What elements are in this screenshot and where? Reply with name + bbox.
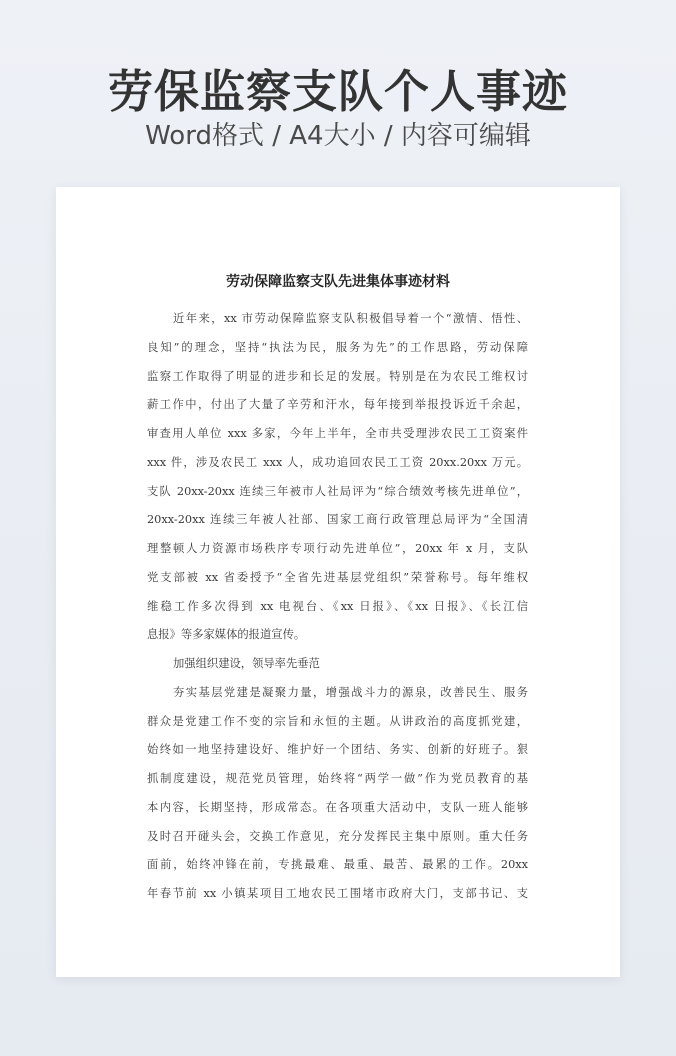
header <box>0 0 676 180</box>
paragraph-line: 薪工作中，付出了大量了辛劳和汗水，每年接到举报投诉近千余起， <box>147 398 528 412</box>
paragraph-line: 理整顿人力资源市场秩序专项行动先进单位”，20xx 年 x 月，支队 <box>147 542 528 555</box>
page-subtitle: Word格式 / A4大小 / 内容可编辑 <box>145 121 531 151</box>
paragraph-line: xxx 件，涉及农民工 xxx 人，成功追回农民工工资 20xx.20xx 万元。 <box>147 455 528 469</box>
paragraph-line: 本内容，长期坚持，形成常态。在各项重大活动中，支队一班人能够 <box>147 800 528 814</box>
paragraph-line: 维稳工作多次得到 xx 电视台、《xx 日报》、《xx 日报》、《长江信 <box>147 599 528 613</box>
paragraph-line: 党支部被 xx 省委授予“全省先进基层党组织”荣誉称号。每年维权 <box>147 570 528 584</box>
section-heading: 加强组织建设，领导率先垂范 <box>173 657 320 670</box>
document-title: 劳动保障监察支队先进集体事迹材料 <box>226 274 450 290</box>
document-body <box>147 305 528 909</box>
paragraph-line: 监察工作取得了明显的进步和长足的发展。特别是在为农民工维权讨 <box>147 369 528 383</box>
document-page <box>56 187 620 977</box>
paragraph-line: 年春节前 xx 小镇某项目工地农民工围堵市政府大门，支部书记、支 <box>147 887 528 900</box>
paragraph-line: 群众是党建工作不变的宗旨和永恒的主题。从讲政治的高度抓党建， <box>147 714 528 728</box>
paragraph-line: 始终如一地坚持建设好、维护好一个团结、务实、创新的好班子。狠 <box>147 743 528 757</box>
paragraph-line: 审查用人单位 xxx 多家，今年上半年，全市共受理涉农民工工资案件 <box>147 427 528 440</box>
page-title: 劳保监察支队个人事迹 <box>107 65 568 118</box>
paragraph-line: 支队 20xx-20xx 连续三年被市人社局评为“综合绩效考核先进单位”， <box>147 484 528 498</box>
paragraph-line: 及时召开碰头会，交换工作意见，充分发挥民主集中原则。重大任务 <box>147 829 528 843</box>
paragraph-line: 近年来，xx 市劳动保障监察支队积极倡导着一个“激情、悟性、 <box>173 312 528 325</box>
paragraph-line: 良知”的理念，坚持“执法为民，服务为先”的工作思路，劳动保障 <box>147 340 528 354</box>
paragraph-line: 息报》等多家媒体的报道宣传。 <box>147 628 306 642</box>
paragraph-line: 面前，始终冲锋在前，专挑最难、最重、最苦、最累的工作。20xx <box>147 858 528 872</box>
paragraph-line: 夯实基层党建是凝聚力量，增强战斗力的源泉，改善民生、服务 <box>173 685 528 699</box>
paragraph-line: 20xx-20xx 连续三年被人社部、国家工商行政管理总局评为“全国清 <box>147 513 528 527</box>
paragraph-line: 抓制度建设，规范党员管理，始终将“两学一做”作为党员教育的基 <box>147 772 528 785</box>
